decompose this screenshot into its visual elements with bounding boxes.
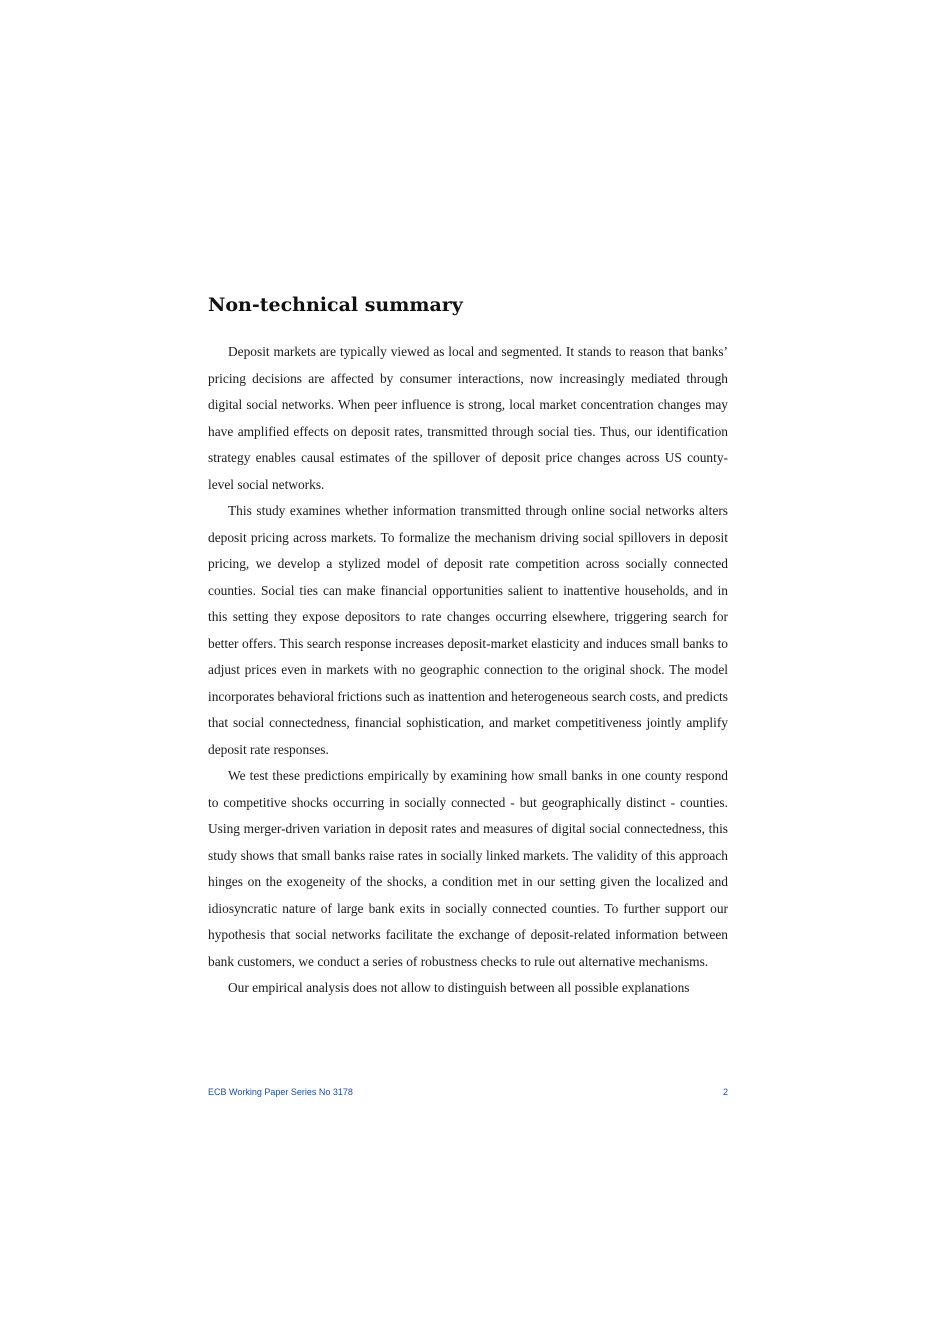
footer-page-number: 2 [722, 1087, 728, 1097]
footer-series-label: ECB Working Paper Series No 3178 [208, 1087, 353, 1097]
summary-body [208, 339, 728, 1002]
section-title: Non-technical summary [208, 294, 463, 316]
paragraph-3: We test these predictions empirically by examining how small banks in one county respond to competitive shocks occurring in socially connected - but geographically distinct - counties. Using merger-driven variation in deposit rates and measures of digital social connectedness, this study shows that small banks raise rates in socially linked markets. The validity of this approach hinges on the exogeneity of the shocks, a condition met in our setting given the localized and idiosyncratic nature of large bank exits in socially connected counties. To further support our hypothesis that social networks facilitate the exchange of deposit-related information between bank customers, we conduct a series of robustness checks to rule out alternative mechanisms. [208, 768, 728, 969]
paragraph-1: Deposit markets are typically viewed as local and segmented. It stands to reason that banks’ pricing decisions are affected by consumer interactions, now increasingly mediated through digital social networks. When peer influence is strong, local market concentration changes may have amplified effects on deposit rates, transmitted through social ties. Thus, our identification strategy enables causal estimates of the spillover of deposit price changes across US county-level social networks. [208, 344, 728, 492]
paragraph-4: Our empirical analysis does not allow to distinguish between all possible explanations [228, 980, 690, 995]
paragraph-2: This study examines whether information transmitted through online social networks alters deposit pricing across markets. To formalize the mechanism driving social spillovers in deposit pricing, we develop a stylized model of deposit rate competition across socially connected counties. Social ties can make financial opportunities salient to inattentive households, and in this setting they expose depositors to rate changes occurring elsewhere, triggering search for better offers. This search response increases deposit-market elasticity and induces small banks to adjust prices even in markets with no geographic connection to the original shock. The model incorporates behavioral frictions such as inattention and heterogeneous search costs, and predicts that social connectedness, financial sophistication, and market competitiveness jointly amplify deposit rate responses. [208, 503, 728, 757]
